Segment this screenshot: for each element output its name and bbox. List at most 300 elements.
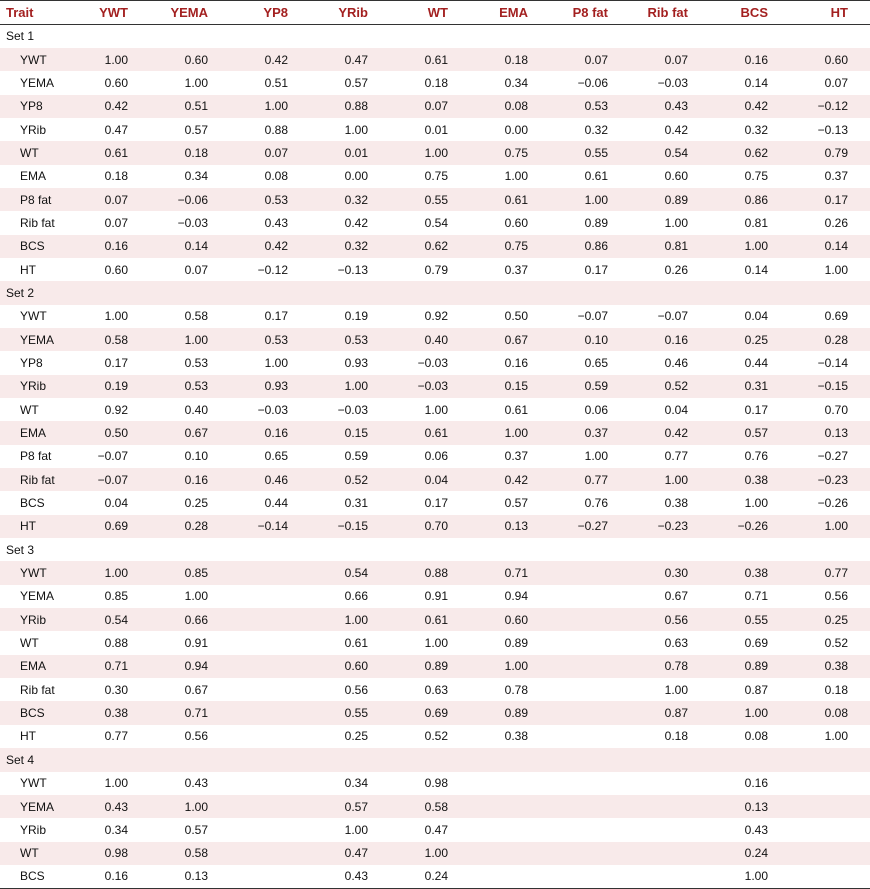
table-row [0,48,870,71]
table-cell: −0.06 [577,75,608,90]
table-cell [470,772,550,795]
row-trait: P8 fat [0,188,70,211]
table-cell: 0.04 [104,496,128,511]
table-cell: 0.28 [150,515,230,538]
table-cell: 0.67 [664,589,688,604]
set-label: Set 1 [6,29,35,44]
table-cell: 1.00 [630,468,710,491]
table-cell: 0.50 [70,421,150,444]
table-cell: 1.00 [344,122,368,137]
table-cell: 0.92 [424,309,448,324]
table-cell: 0.71 [744,589,768,604]
table-cell: −0.15 [790,375,870,398]
table-cell: 0.14 [744,262,768,277]
table-row [0,188,870,211]
table-cell: 0.88 [104,636,128,651]
header-trait: Trait [0,1,70,25]
table-cell: 0.53 [150,375,230,398]
table-cell: −0.14 [230,515,310,538]
table-row [0,258,870,281]
table-cell: 0.18 [150,141,230,164]
table-cell: 0.30 [630,561,710,584]
table-cell: 0.07 [390,95,470,118]
table-cell: 0.14 [744,75,768,90]
table-cell: 0.32 [310,235,390,258]
set-header-row [0,281,870,304]
table-cell: 0.32 [584,122,608,137]
table-cell: 0.67 [470,328,550,351]
table-cell: 0.89 [470,701,550,724]
row-trait: YEMA [20,589,55,604]
table-cell: 0.69 [744,636,768,651]
table-cell: 0.19 [344,309,368,324]
row-trait: EMA [0,655,70,678]
table-row [0,71,870,94]
table-cell: −0.12 [790,95,870,118]
table-cell: 1.00 [824,729,848,744]
table-cell: 1.00 [310,375,390,398]
table-cell: 0.42 [470,468,550,491]
table-row [0,421,870,444]
table-cell: 0.93 [344,355,368,370]
table-cell: 0.32 [310,188,390,211]
table-cell: 0.53 [230,328,310,351]
table-cell: 0.57 [710,421,790,444]
table-cell: 0.60 [664,169,688,184]
table-cell: 0.56 [630,608,710,631]
table-cell: −0.07 [97,449,128,464]
table-cell: 0.55 [710,608,790,631]
table-cell: 1.00 [344,822,368,837]
table-cell: −0.03 [657,75,688,90]
table-row [0,842,870,865]
table-row [0,585,870,608]
table-cell: 0.17 [424,496,448,511]
table-cell: 0.57 [344,75,368,90]
table-row [0,211,870,234]
table-cell: 0.25 [344,729,368,744]
table-row [0,445,870,468]
row-trait: WT [20,636,39,651]
set-header-row [0,25,870,48]
table-cell: 0.63 [664,636,688,651]
table-cell [550,608,630,631]
table-cell: 0.00 [344,169,368,184]
table-cell [790,865,870,888]
table-cell: 0.62 [710,141,790,164]
table-cell: 0.08 [744,729,768,744]
table-row [0,235,870,258]
table-cell [470,842,550,865]
table-cell: 0.60 [150,48,230,71]
table-cell: 0.17 [584,262,608,277]
table-cell [470,795,550,818]
table-cell: 1.00 [710,865,790,888]
table-cell: 0.75 [470,235,550,258]
table-cell: 1.00 [710,235,790,258]
table-cell [230,795,310,818]
table-cell: 0.86 [550,235,630,258]
table-cell: 0.66 [150,608,230,631]
table-cell [630,795,710,818]
table-cell: 0.52 [630,375,710,398]
table-cell: 0.07 [184,262,208,277]
table-cell: 1.00 [70,561,150,584]
table-cell [550,561,630,584]
table-cell: 0.42 [630,421,710,444]
table-cell: 0.14 [790,235,870,258]
header-row [0,1,870,25]
table-cell: 0.28 [790,328,870,351]
table-cell: 1.00 [104,776,128,791]
table-cell [550,678,630,701]
table-cell: 0.01 [424,122,448,137]
row-trait: WT [0,842,70,865]
table-cell: 0.87 [744,682,768,697]
table-cell: 0.18 [104,169,128,184]
table-cell [230,725,310,748]
table-cell: 0.56 [824,589,848,604]
table-cell: 1.00 [390,141,470,164]
table-cell: 0.40 [184,402,208,417]
table-cell: 0.81 [744,215,768,230]
row-trait: YEMA [0,328,70,351]
table-cell: 0.31 [710,375,790,398]
table-cell: 0.71 [150,701,230,724]
table-cell: 0.46 [664,355,688,370]
table-cell: 0.43 [744,822,768,837]
table-cell: 0.52 [824,636,848,651]
table-cell: 0.07 [824,75,848,90]
table-cell: 0.58 [150,842,230,865]
set-label: Set 2 [0,281,870,304]
table-cell: 0.61 [504,402,528,417]
table-cell: 0.61 [344,636,368,651]
table-cell: 0.75 [744,169,768,184]
table-cell [550,818,630,841]
table-cell: 0.07 [70,188,150,211]
table-cell [230,772,310,795]
table-cell: 0.13 [150,865,230,888]
table-cell: 0.38 [790,655,870,678]
table-cell [230,608,310,631]
table-cell: 0.60 [470,608,550,631]
table-cell: 1.00 [664,682,688,697]
table-cell: 0.31 [344,496,368,511]
table-cell: 0.26 [824,215,848,230]
table-cell: 0.87 [630,701,710,724]
table-cell: 0.18 [470,48,550,71]
table-cell: 1.00 [550,188,630,211]
table-body [0,25,870,889]
table-cell: −0.23 [790,468,870,491]
row-trait: YRib [0,608,70,631]
table-cell: 0.88 [310,95,390,118]
table-cell: −0.12 [257,262,288,277]
table-cell: 1.00 [744,496,768,511]
table-cell: 0.06 [424,449,448,464]
table-cell [790,818,870,841]
table-cell: 0.30 [104,682,128,697]
table-cell: 0.76 [744,449,768,464]
table-cell: 0.25 [790,608,870,631]
table-cell: 0.51 [264,75,288,90]
table-cell: 0.25 [184,496,208,511]
table-cell: 0.16 [150,468,230,491]
row-trait: HT [0,515,70,538]
table-cell [230,585,310,608]
table-cell: 0.04 [390,468,470,491]
table-cell: 0.55 [310,701,390,724]
table-cell: 0.38 [664,496,688,511]
table-cell: 0.14 [150,235,230,258]
table-cell: 0.25 [710,328,790,351]
table-cell: 0.54 [424,215,448,230]
row-trait: BCS [0,865,70,888]
table-cell: −0.03 [337,402,368,417]
table-cell: 0.52 [310,468,390,491]
table-cell: 0.63 [424,682,448,697]
table-cell: 0.42 [230,235,310,258]
table-cell: 0.47 [104,122,128,137]
table-cell: −0.03 [257,402,288,417]
table-cell: 0.16 [744,776,768,791]
table-cell: 0.37 [504,262,528,277]
table-cell: 0.57 [184,822,208,837]
table-cell: −0.27 [550,515,630,538]
table-row [0,865,870,888]
table-cell: 0.77 [550,468,630,491]
table-cell [470,818,550,841]
table-cell: 1.00 [230,95,310,118]
header-column: BCS [710,1,790,25]
table-cell [230,701,310,724]
table-cell: 0.60 [790,48,870,71]
table-cell: 0.42 [664,122,688,137]
row-trait: YWT [20,776,47,791]
table-cell: 0.18 [664,729,688,744]
table-cell: −0.14 [817,355,848,370]
table-cell: 0.43 [70,795,150,818]
table-cell [550,631,630,654]
table-cell: 0.37 [824,169,848,184]
table-cell: 0.77 [790,561,870,584]
table-cell: 0.71 [70,655,150,678]
table-cell: 1.00 [150,795,230,818]
table-cell: 1.00 [470,655,550,678]
table-cell: 0.67 [150,421,230,444]
row-trait: Rib fat [0,468,70,491]
table-cell: 0.59 [344,449,368,464]
table-row [0,351,870,374]
table-cell: 0.00 [504,122,528,137]
table-cell [470,865,550,888]
table-cell: 1.00 [664,215,688,230]
table-cell: 0.34 [184,169,208,184]
header-column: YP8 [230,1,310,25]
row-trait: BCS [20,496,45,511]
table-cell: 0.13 [710,795,790,818]
table-cell: 0.24 [710,842,790,865]
table-cell: 0.61 [390,48,470,71]
table-cell [630,818,710,841]
table-cell: 0.58 [184,309,208,324]
table-cell: 0.38 [504,729,528,744]
table-cell: 0.38 [710,561,790,584]
set-label: Set 3 [6,542,35,557]
row-trait: EMA [20,169,47,184]
header-column: EMA [470,1,550,25]
table-row [0,118,870,141]
table-cell [550,725,630,748]
table-cell: 0.53 [230,188,310,211]
table-cell: 0.61 [470,188,550,211]
table-cell [550,585,630,608]
table-cell: 0.92 [104,402,128,417]
row-trait: BCS [0,235,70,258]
table-row [0,678,870,701]
table-cell: 0.55 [550,141,630,164]
table-cell: −0.13 [817,122,848,137]
table-cell [230,631,310,654]
table-cell: 0.86 [710,188,790,211]
table-cell: 0.43 [310,865,390,888]
table-cell: −0.07 [577,309,608,324]
table-cell: 1.00 [104,309,128,324]
table-row [0,515,870,538]
table-cell: 0.60 [310,655,390,678]
table-cell: 0.69 [824,309,848,324]
table-cell: 0.46 [230,468,310,491]
table-cell: 0.65 [584,355,608,370]
row-trait: WT [0,141,70,164]
table-row [0,772,870,795]
table-cell: 0.06 [584,402,608,417]
table-cell: 1.00 [470,421,550,444]
table-cell: 0.58 [390,795,470,818]
table-cell: 0.67 [184,682,208,697]
table-cell: 0.58 [70,328,150,351]
table-cell: −0.03 [177,215,208,230]
table-cell: 0.94 [150,655,230,678]
table-cell: 0.61 [390,608,470,631]
table-cell: 0.60 [104,75,128,90]
table-cell: 0.56 [184,729,208,744]
table-cell: 0.75 [424,169,448,184]
table-cell [230,865,310,888]
table-cell: 0.43 [264,215,288,230]
table-cell: 0.75 [470,141,550,164]
table-cell: 0.15 [470,375,550,398]
table-cell: 0.38 [70,701,150,724]
table-cell: 0.19 [70,375,150,398]
table-cell: 0.51 [150,95,230,118]
table-row [0,398,870,421]
table-cell: 0.89 [630,188,710,211]
table-cell: 1.00 [790,515,870,538]
table-cell: 0.42 [70,95,150,118]
row-trait: YWT [0,48,70,71]
table-cell: 0.17 [264,309,288,324]
table-cell: 0.01 [310,141,390,164]
table-cell: 1.00 [710,701,790,724]
table-cell: 0.42 [710,95,790,118]
table-cell: 0.15 [310,421,390,444]
table-cell: 0.44 [744,355,768,370]
table-row [0,655,870,678]
table-cell: 1.00 [390,842,470,865]
table-cell: 0.65 [264,449,288,464]
table-cell: 0.61 [70,141,150,164]
table-cell: 0.16 [630,328,710,351]
table-cell: −0.23 [630,515,710,538]
table-cell [790,795,870,818]
table-cell: 0.98 [70,842,150,865]
header-column: Rib fat [630,1,710,25]
table-cell: 0.61 [584,169,608,184]
table-cell: 0.24 [390,865,470,888]
table-cell: −0.27 [817,449,848,464]
row-trait: YP8 [0,95,70,118]
table-cell: 0.17 [744,402,768,417]
table-cell: 0.79 [790,141,870,164]
table-cell: 1.00 [424,636,448,651]
table-cell: −0.03 [390,375,470,398]
table-cell: 1.00 [150,328,230,351]
table-cell: 0.93 [230,375,310,398]
table-cell: 0.54 [70,608,150,631]
table-cell: −0.26 [710,515,790,538]
table-cell: −0.06 [150,188,230,211]
table-cell: −0.07 [657,309,688,324]
table-cell: 0.69 [70,515,150,538]
table-cell: 0.40 [390,328,470,351]
table-cell: 1.00 [584,449,608,464]
table-row [0,375,870,398]
table-cell: 0.18 [824,682,848,697]
table-cell: 0.78 [630,655,710,678]
table-row [0,141,870,164]
table-cell: 0.91 [424,589,448,604]
table-cell: −0.07 [70,468,150,491]
table-cell: 0.85 [104,589,128,604]
table-cell: 0.32 [744,122,768,137]
table-cell: 0.08 [470,95,550,118]
table-cell [550,865,630,888]
header-column: YWT [70,1,150,25]
table-row [0,561,870,584]
table-cell: 0.07 [550,48,630,71]
table-cell: 0.70 [390,515,470,538]
table-cell: 0.69 [390,701,470,724]
table-cell: 0.89 [584,215,608,230]
table-row [0,468,870,491]
table-cell: 0.78 [504,682,528,697]
table-cell [630,865,710,888]
table-cell: 0.17 [104,355,128,370]
header-column: P8 fat [550,1,630,25]
table-cell: −0.15 [310,515,390,538]
table-cell: 0.38 [710,468,790,491]
row-trait: YWT [20,309,47,324]
table-cell: 0.60 [504,215,528,230]
table-cell: 0.37 [550,421,630,444]
row-trait: BCS [0,701,70,724]
table-cell: 0.07 [630,48,710,71]
table-cell: 0.57 [310,795,390,818]
table-cell [230,655,310,678]
row-trait: P8 fat [20,449,52,464]
